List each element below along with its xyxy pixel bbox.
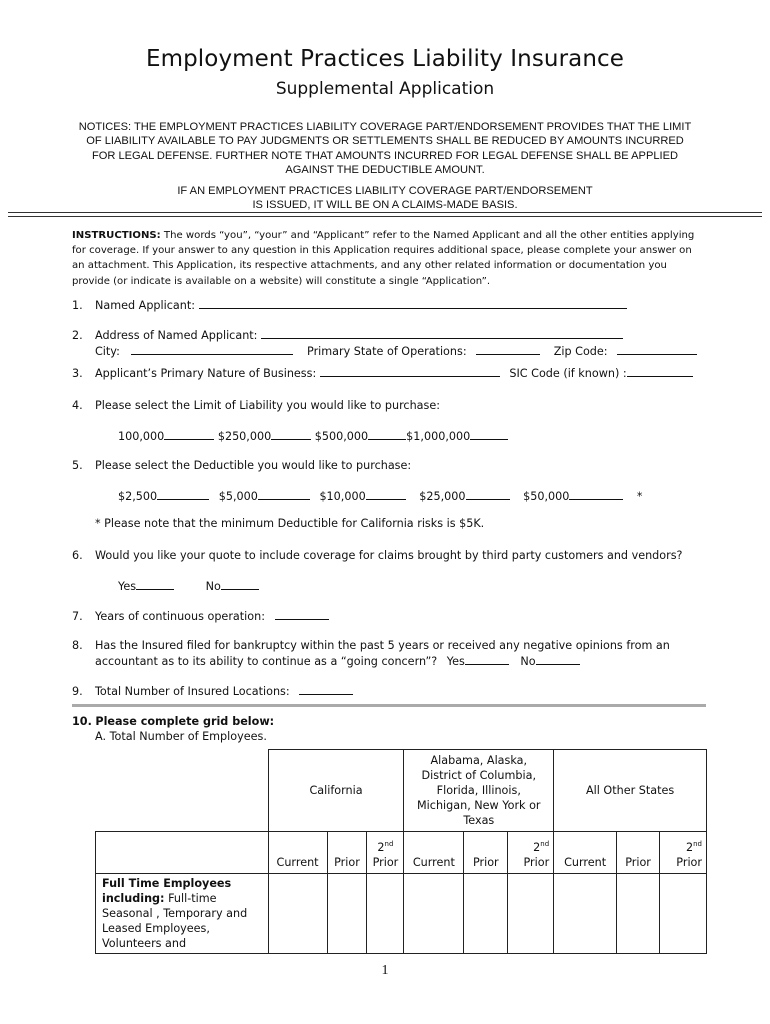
question-label: Named Applicant: bbox=[95, 299, 195, 312]
instructions-label: INSTRUCTIONS: bbox=[72, 230, 161, 241]
col-2nd-prior bbox=[367, 832, 404, 874]
bankruptcy-yes-field[interactable] bbox=[465, 653, 509, 665]
deductible-option-10000: $10,000 bbox=[319, 490, 366, 503]
question-3 bbox=[72, 365, 693, 381]
bankruptcy-no-field[interactable] bbox=[536, 653, 580, 665]
deductible-option-5000: $5,000 bbox=[218, 490, 258, 503]
grid-header-line: Alabama, Alaska, bbox=[430, 754, 528, 767]
grid-cell[interactable] bbox=[404, 874, 464, 954]
divider bbox=[8, 216, 762, 217]
limit-option-100000: 100,000 bbox=[118, 430, 165, 443]
city-label: City: bbox=[95, 345, 120, 358]
question-label: Please select the Limit of Liability you would like to purchase: bbox=[95, 399, 440, 412]
grid-cell[interactable] bbox=[327, 874, 367, 954]
row-label-text: Volunteers and bbox=[102, 937, 187, 950]
col-2nd-num: 2 bbox=[377, 841, 385, 854]
grid-header-group2 bbox=[404, 750, 554, 832]
divider bbox=[8, 212, 762, 213]
grid-cell[interactable] bbox=[508, 874, 554, 954]
deductible-25000-field[interactable] bbox=[466, 488, 510, 500]
notice-line: IS ISSUED, IT WILL BE ON A CLAIMS-MADE BASIS. bbox=[252, 199, 518, 212]
grid-header-line: District of Columbia, bbox=[421, 769, 537, 782]
deductible-2500-field[interactable] bbox=[157, 488, 209, 500]
deductible-note: * Please note that the minimum Deductible for California risks is $5K. bbox=[95, 517, 485, 530]
instructions-text: for coverage. If your answer to any question in this Application requires additional space, please complete your answer on bbox=[72, 245, 692, 257]
yes-label: Yes bbox=[118, 580, 137, 593]
row-label-text: Seasonal , Temporary and bbox=[102, 907, 248, 920]
grid-header-all-other-states: All Other States bbox=[554, 750, 707, 832]
notice-line: IF AN EMPLOYMENT PRACTICES LIABILITY COVERAGE PART/ENDORSEMENT bbox=[177, 185, 593, 197]
deductible-options bbox=[118, 488, 643, 503]
question-2-details bbox=[95, 343, 697, 359]
grid-subheader-blank bbox=[96, 832, 269, 874]
question-10-sub: A. Total Number of Employees. bbox=[95, 730, 267, 743]
question-label: Total Number of Insured Locations: bbox=[95, 685, 290, 698]
grid-cell[interactable] bbox=[617, 874, 660, 954]
col-2nd-prior-label: Prior bbox=[523, 856, 550, 869]
insured-locations-field[interactable] bbox=[299, 683, 353, 695]
notice-line: OF LIABILITY AVAILABLE TO PAY JUDGMENTS OR SETTLEMENTS SHALL BE REDUCED BY AMOUNTS INCURRED bbox=[86, 135, 684, 148]
deductible-option-25000: $25,000 bbox=[419, 490, 466, 503]
state-label: Primary State of Operations: bbox=[307, 345, 467, 358]
row-label-bold: including: bbox=[102, 892, 165, 905]
notice-line: FOR LEGAL DEFENSE. FURTHER NOTE THAT AMOUNTS INCURRED FOR LEGAL DEFENSE SHALL BE APPLIED bbox=[91, 149, 679, 162]
grid-header-california: California bbox=[268, 750, 404, 832]
limit-100000-field[interactable] bbox=[164, 428, 214, 440]
question-number: 10. bbox=[72, 715, 92, 728]
limit-250000-field[interactable] bbox=[271, 428, 311, 440]
row-label-full-time bbox=[96, 874, 269, 954]
col-2nd-prior-label: Prior bbox=[676, 856, 702, 869]
instructions-text: provide (or indicate is available on a website) will constitute a single “Application”. bbox=[72, 275, 491, 287]
grid-cell[interactable] bbox=[464, 874, 508, 954]
limit-option-500000: $500,000 bbox=[314, 430, 369, 443]
question-number: 4. bbox=[72, 399, 83, 412]
col-current: Current bbox=[554, 832, 617, 874]
question-number: 3. bbox=[72, 367, 83, 380]
question-label: Please select the Deductible you would like to purchase: bbox=[95, 459, 412, 472]
question-8-line2 bbox=[95, 653, 580, 669]
third-party-no-field[interactable] bbox=[221, 578, 259, 590]
grid-cell[interactable] bbox=[554, 874, 617, 954]
question-6 bbox=[72, 548, 683, 563]
col-2nd-prior-label: Prior bbox=[372, 856, 399, 869]
address-field[interactable] bbox=[261, 327, 623, 339]
grid-cell[interactable] bbox=[367, 874, 404, 954]
grid-corner bbox=[96, 750, 269, 832]
row-label-text: Leased Employees, bbox=[102, 922, 210, 935]
col-prior: Prior bbox=[327, 832, 367, 874]
col-current: Current bbox=[404, 832, 464, 874]
grid-header-line: Michigan, New York or bbox=[417, 799, 541, 812]
col-2nd-sup: nd bbox=[384, 840, 394, 848]
question-number: 2. bbox=[72, 329, 83, 342]
limit-option-1000000: $1,000,000 bbox=[406, 430, 471, 443]
section-divider bbox=[72, 704, 706, 707]
question-number: 7. bbox=[72, 610, 83, 623]
col-2nd-num: 2 bbox=[533, 841, 541, 854]
business-nature-field[interactable] bbox=[320, 365, 500, 377]
employee-grid bbox=[95, 749, 707, 954]
named-applicant-field[interactable] bbox=[199, 297, 627, 309]
col-prior: Prior bbox=[617, 832, 660, 874]
question-2 bbox=[72, 327, 623, 343]
question-label: Years of continuous operation: bbox=[95, 610, 265, 623]
col-2nd-prior bbox=[660, 832, 707, 874]
col-2nd-sup: nd bbox=[693, 840, 702, 848]
question-number: 9. bbox=[72, 685, 83, 698]
notice-line: AGAINST THE DEDUCTIBLE AMOUNT. bbox=[285, 164, 485, 177]
question-label: Would you like your quote to include coverage for claims brought by third party customers and vendors? bbox=[95, 549, 683, 562]
document-subtitle: Supplemental Application bbox=[275, 79, 495, 99]
grid-header-line: Florida, Illinois, bbox=[436, 784, 521, 797]
question-label: Address of Named Applicant: bbox=[95, 329, 258, 342]
question-5 bbox=[72, 458, 411, 473]
zip-label: Zip Code: bbox=[553, 345, 608, 358]
question-10 bbox=[72, 714, 274, 729]
deductible-option-50000: $50,000 bbox=[523, 490, 570, 503]
no-label: No bbox=[520, 655, 536, 668]
yes-label: Yes bbox=[446, 655, 465, 668]
col-prior: Prior bbox=[464, 832, 508, 874]
grid-cell[interactable] bbox=[268, 874, 327, 954]
limit-options bbox=[118, 428, 508, 443]
question-7 bbox=[72, 608, 329, 624]
col-2nd-num: 2 bbox=[685, 841, 694, 854]
question-label: Applicant’s Primary Nature of Business: bbox=[95, 367, 317, 380]
question-label: Has the Insured filed for bankruptcy within the past 5 years or received any negative opinions from an bbox=[95, 639, 670, 652]
state-field[interactable] bbox=[476, 343, 540, 355]
sic-label: SIC Code (if known) : bbox=[509, 367, 627, 380]
grid-header-line: Texas bbox=[463, 814, 495, 827]
sic-code-field[interactable] bbox=[627, 365, 693, 377]
deductible-option-2500: $2,500 bbox=[118, 490, 158, 503]
city-field[interactable] bbox=[131, 343, 293, 355]
col-current: Current bbox=[268, 832, 327, 874]
deductible-10000-field[interactable] bbox=[366, 488, 406, 500]
grid-cell[interactable] bbox=[660, 874, 707, 954]
question-number: 6. bbox=[72, 549, 83, 562]
limit-500000-field[interactable] bbox=[368, 428, 406, 440]
zip-field[interactable] bbox=[617, 343, 697, 355]
instructions-text: an attachment. This Application, its respective attachments, and any other related information or documentation you bbox=[72, 260, 667, 272]
question-number: 1. bbox=[72, 299, 83, 312]
years-operation-field[interactable] bbox=[275, 608, 329, 620]
question-1 bbox=[72, 297, 627, 313]
question-9 bbox=[72, 683, 353, 699]
document-title: Employment Practices Liability Insurance bbox=[145, 46, 625, 72]
question-8 bbox=[72, 638, 670, 653]
limit-1000000-field[interactable] bbox=[470, 428, 508, 440]
third-party-yes-field[interactable] bbox=[136, 578, 174, 590]
question-4 bbox=[72, 398, 440, 413]
instructions bbox=[72, 228, 712, 289]
question-number: 8. bbox=[72, 639, 83, 652]
deductible-5000-field[interactable] bbox=[258, 488, 310, 500]
no-label: No bbox=[205, 580, 221, 593]
asterisk: * bbox=[636, 490, 643, 503]
notice-line: NOTICES: THE EMPLOYMENT PRACTICES LIABILITY COVERAGE PART/ENDORSEMENT PROVIDES THAT THE LIMIT bbox=[78, 121, 692, 133]
col-2nd-prior bbox=[508, 832, 554, 874]
instructions-text: The words “you”, “your” and “Applicant” refer to the Named Applicant and all the other entities applying bbox=[160, 230, 695, 241]
row-label-text: Full-time bbox=[164, 892, 217, 905]
limit-option-250000: $250,000 bbox=[217, 430, 272, 443]
question-number: 5. bbox=[72, 459, 83, 472]
question-label: accountant as to its ability to continue as a “going concern”? bbox=[95, 655, 438, 668]
deductible-50000-field[interactable] bbox=[569, 488, 623, 500]
claims-made-notice bbox=[70, 184, 700, 213]
question-label: Please complete grid below: bbox=[95, 715, 275, 728]
row-label-bold: Full Time Employees bbox=[102, 877, 232, 890]
question-6-answers bbox=[118, 578, 259, 593]
page-number: 1 bbox=[381, 963, 389, 978]
col-2nd-sup: nd bbox=[540, 840, 550, 848]
notice-block bbox=[70, 120, 700, 178]
